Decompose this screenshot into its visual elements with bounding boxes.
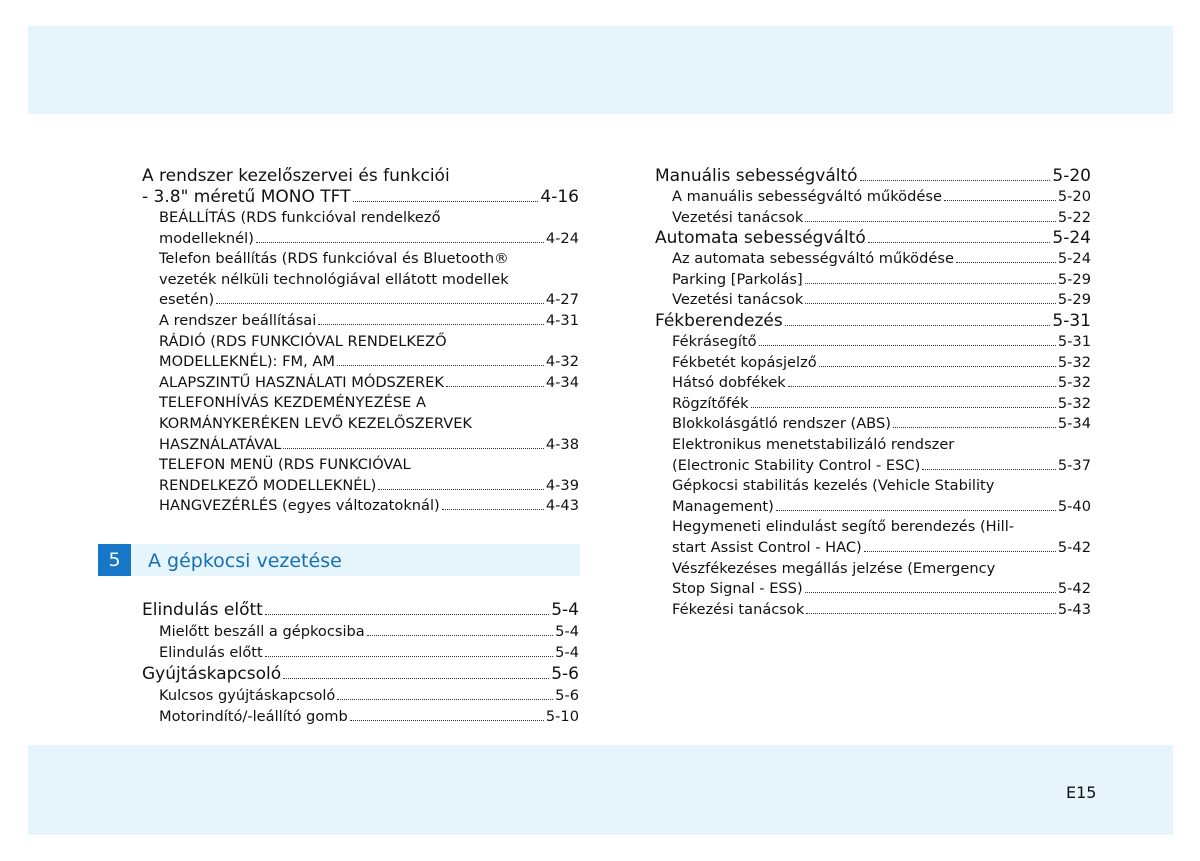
toc-entry-text: RENDELKEZŐ MODELLEKNÉL) xyxy=(159,476,377,494)
dot-leader xyxy=(805,221,1056,222)
dot-leader xyxy=(864,551,1056,552)
dot-leader xyxy=(785,325,1051,326)
toc-subentry xyxy=(142,496,579,517)
toc-page-ref: 5-32 xyxy=(1057,374,1091,392)
toc-subentry xyxy=(142,311,579,332)
toc-entry-text: Elindulás előtt xyxy=(142,600,263,620)
toc-page-ref: 5-43 xyxy=(1057,600,1091,618)
dot-leader xyxy=(922,469,1056,470)
toc-subentry xyxy=(142,249,579,270)
toc-entry-text: Management) xyxy=(672,497,774,515)
toc-subentry xyxy=(655,414,1091,435)
toc-entry-text: modelleknél) xyxy=(159,229,254,247)
toc-entry-text: BEÁLLÍTÁS (RDS funkcióval rendelkező xyxy=(159,209,441,226)
dot-leader xyxy=(788,386,1056,387)
toc-entry-text: Kulcsos gyújtáskapcsoló xyxy=(159,687,336,704)
section-title: A gépkocsi vezetése xyxy=(148,550,342,572)
toc-entry xyxy=(655,228,1091,249)
toc-page-ref: 5-4 xyxy=(555,644,579,661)
toc-page-ref: 5-10 xyxy=(545,708,579,725)
dot-leader xyxy=(216,303,544,304)
toc-page-ref: 5-32 xyxy=(1057,394,1091,412)
toc-entry-text: Fékbetét kopásjelző xyxy=(672,353,817,371)
toc-column-right xyxy=(655,166,1091,620)
toc-entry-text: Elektronikus menetstabilizáló rendszer xyxy=(672,435,955,453)
toc-entry-text: RÁDIÓ (RDS FUNKCIÓVAL RENDELKEZŐ xyxy=(159,332,447,350)
dot-leader xyxy=(805,283,1056,284)
toc-page-ref: 4-31 xyxy=(545,311,579,329)
toc-entry-text: vezeték nélküli technológiával ellátott modellek xyxy=(159,270,509,288)
toc-entry-text: Parking [Parkolás] xyxy=(672,270,803,288)
toc-subentry xyxy=(142,414,579,435)
toc-page-ref: 5-42 xyxy=(1057,538,1091,556)
toc-subentry xyxy=(142,642,579,663)
header-band xyxy=(28,26,1173,114)
toc-column-left-bottom xyxy=(142,599,579,727)
toc-subentry xyxy=(142,270,579,291)
toc-entry-text: Az automata sebességváltó működése xyxy=(672,250,954,268)
page-number: E15 xyxy=(1066,783,1097,802)
dot-leader xyxy=(256,242,544,243)
toc-subentry xyxy=(655,249,1091,270)
dot-leader xyxy=(446,386,544,387)
dot-leader xyxy=(337,699,553,700)
dot-leader xyxy=(442,509,544,510)
toc-entry-text: Elindulás előtt xyxy=(159,644,263,661)
toc-page-ref: 5-34 xyxy=(1057,415,1091,433)
dot-leader xyxy=(283,678,549,679)
toc-entry-text: TELEFONHÍVÁS KEZDEMÉNYEZÉSE A xyxy=(159,394,426,412)
toc-entry-text: Blokkolásgátló rendszer (ABS) xyxy=(672,415,891,433)
toc-subentry xyxy=(655,435,1091,456)
toc-page-ref: 5-31 xyxy=(1057,332,1091,350)
toc-entry-text: Automata sebességváltó xyxy=(655,228,866,249)
dot-leader xyxy=(776,510,1056,511)
toc-entry-text: Fékberendezés xyxy=(655,310,783,331)
toc-entry-text: TELEFON MENÜ (RDS FUNKCIÓVAL xyxy=(159,456,411,474)
dot-leader xyxy=(805,592,1056,593)
toc-subentry xyxy=(655,270,1091,291)
toc-column-left-top xyxy=(142,166,579,517)
toc-page-ref: 5-6 xyxy=(551,664,579,684)
toc-subentry xyxy=(655,497,1091,518)
toc-page-ref: 5-31 xyxy=(1052,310,1091,331)
dot-leader xyxy=(759,345,1056,346)
dot-leader xyxy=(350,720,544,721)
toc-subentry xyxy=(142,290,579,311)
toc-subentry xyxy=(142,621,579,642)
toc-entry xyxy=(655,166,1091,187)
toc-page-ref: 5-20 xyxy=(1052,166,1091,186)
toc-page-ref: 5-29 xyxy=(1057,270,1091,288)
toc-subentry xyxy=(655,187,1091,208)
toc-subentry xyxy=(142,435,579,456)
toc-entry-text: - 3.8" méretű MONO TFT xyxy=(142,187,351,207)
toc-page-ref: 4-43 xyxy=(545,497,579,515)
toc-entry-text: (Electronic Stability Control - ESC) xyxy=(672,456,921,474)
toc-subentry xyxy=(142,229,579,250)
toc-subentry xyxy=(655,476,1091,497)
toc-entry xyxy=(142,599,579,621)
toc-page-ref: 5-32 xyxy=(1057,353,1091,371)
toc-subentry xyxy=(655,290,1091,311)
toc-page-ref: 5-24 xyxy=(1052,228,1091,249)
toc-page-ref: 5-42 xyxy=(1057,580,1091,598)
dot-leader xyxy=(751,407,1056,408)
toc-subentry xyxy=(142,373,579,394)
toc-subentry xyxy=(655,332,1091,353)
toc-subentry xyxy=(142,685,579,706)
dot-leader xyxy=(956,262,1056,263)
toc-page-ref: 5-37 xyxy=(1057,456,1091,474)
toc-subentry xyxy=(655,456,1091,477)
dot-leader xyxy=(265,614,549,615)
toc-subentry xyxy=(142,455,579,476)
toc-page-ref: 5-40 xyxy=(1057,497,1091,515)
toc-entry-text: Motorindító/-leállító gomb xyxy=(159,708,348,725)
section-header xyxy=(98,544,580,576)
toc-page-ref: 4-34 xyxy=(545,373,579,391)
toc-subentry xyxy=(655,579,1091,600)
toc-entry xyxy=(655,311,1091,332)
toc-page-ref: 5-24 xyxy=(1057,250,1091,268)
dot-leader xyxy=(337,365,544,366)
toc-subentry xyxy=(655,538,1091,559)
toc-entry-text: Fékezési tanácsok xyxy=(672,600,805,618)
toc-subentry xyxy=(142,332,579,353)
toc-subentry xyxy=(142,476,579,497)
toc-page-ref: 4-16 xyxy=(540,187,579,207)
toc-page-ref: 5-29 xyxy=(1057,291,1091,309)
toc-entry-text: A rendszer kezelőszervei és funkciói xyxy=(142,166,450,186)
dot-leader xyxy=(265,656,553,657)
toc-page-ref: 4-24 xyxy=(545,229,579,247)
toc-entry-text: Hegymeneti elindulást segítő berendezés (Hill- xyxy=(672,518,1015,536)
toc-subentry xyxy=(142,706,579,727)
toc-entry-text: Telefon beállítás (RDS funkcióval és Bluetooth® xyxy=(159,250,509,268)
dot-leader xyxy=(367,635,553,636)
toc-entry-text: Stop Signal - ESS) xyxy=(672,580,803,598)
toc-entry-text: Hátsó dobfékek xyxy=(672,374,786,392)
dot-leader xyxy=(283,448,543,449)
toc-entry-text: MODELLEKNÉL): FM, AM xyxy=(159,353,335,371)
section-number: 5 xyxy=(98,544,131,576)
toc-entry-text: Vezetési tanácsok xyxy=(672,291,804,309)
toc-subentry xyxy=(655,353,1091,374)
toc-entry-text: Vészfékezéses megállás jelzése (Emergency xyxy=(672,559,996,577)
toc-subentry xyxy=(655,394,1091,415)
toc-entry-text: KORMÁNYKERÉKEN LEVŐ KEZELŐSZERVEK xyxy=(159,414,472,432)
dot-leader xyxy=(318,324,544,325)
toc-subentry xyxy=(655,208,1091,229)
dot-leader xyxy=(819,366,1056,367)
toc-subentry xyxy=(142,352,579,373)
toc-entry-text: start Assist Control - HAC) xyxy=(672,538,862,556)
toc-entry-text: HANGVEZÉRLÉS (egyes változatoknál) xyxy=(159,497,440,515)
toc-entry xyxy=(142,166,579,187)
toc-page-ref: 5-22 xyxy=(1057,208,1091,226)
toc-entry-text: esetén) xyxy=(159,291,215,309)
toc-entry xyxy=(142,663,579,685)
toc-entry-text: Mielőtt beszáll a gépkocsiba xyxy=(159,623,365,640)
toc-subentry xyxy=(142,208,579,229)
toc-entry-text: Gyújtáskapcsoló xyxy=(142,664,282,684)
toc-entry xyxy=(142,187,579,208)
toc-subentry xyxy=(655,559,1091,580)
toc-entry-text: ALAPSZINTŰ HASZNÁLATI MÓDSZEREK xyxy=(159,373,444,391)
dot-leader xyxy=(378,489,544,490)
toc-page-ref: 5-6 xyxy=(555,687,579,704)
dot-leader xyxy=(806,613,1056,614)
dot-leader xyxy=(893,427,1056,428)
toc-page-ref: 4-27 xyxy=(545,291,579,309)
toc-subentry xyxy=(655,373,1091,394)
footer-band xyxy=(28,745,1173,835)
dot-leader xyxy=(805,303,1056,304)
toc-entry-text: HASZNÁLATÁVAL xyxy=(159,435,282,453)
dot-leader xyxy=(944,200,1056,201)
toc-subentry xyxy=(655,600,1091,621)
toc-page-ref: 5-4 xyxy=(555,623,579,640)
toc-subentry xyxy=(655,517,1091,538)
toc-entry-text: Fékrásegítő xyxy=(672,332,757,350)
toc-entry-text: A manuális sebességváltó működése xyxy=(672,188,942,205)
dot-leader xyxy=(868,242,1051,243)
toc-page-ref: 4-38 xyxy=(545,435,579,453)
toc-subentry xyxy=(142,393,579,414)
dot-leader xyxy=(353,201,539,202)
toc-page-ref: 5-20 xyxy=(1057,188,1091,205)
toc-entry-text: Manuális sebességváltó xyxy=(655,166,858,186)
toc-entry-text: Vezetési tanácsok xyxy=(672,208,804,226)
toc-page-ref: 4-32 xyxy=(545,353,579,371)
toc-entry-text: A rendszer beállításai xyxy=(159,311,317,329)
toc-entry-text: Rögzítőfék xyxy=(672,394,749,412)
toc-entry-text: Gépkocsi stabilitás kezelés (Vehicle Stability xyxy=(672,477,995,495)
dot-leader xyxy=(860,180,1051,181)
toc-page-ref: 5-4 xyxy=(551,600,579,620)
toc-page-ref: 4-39 xyxy=(545,476,579,494)
